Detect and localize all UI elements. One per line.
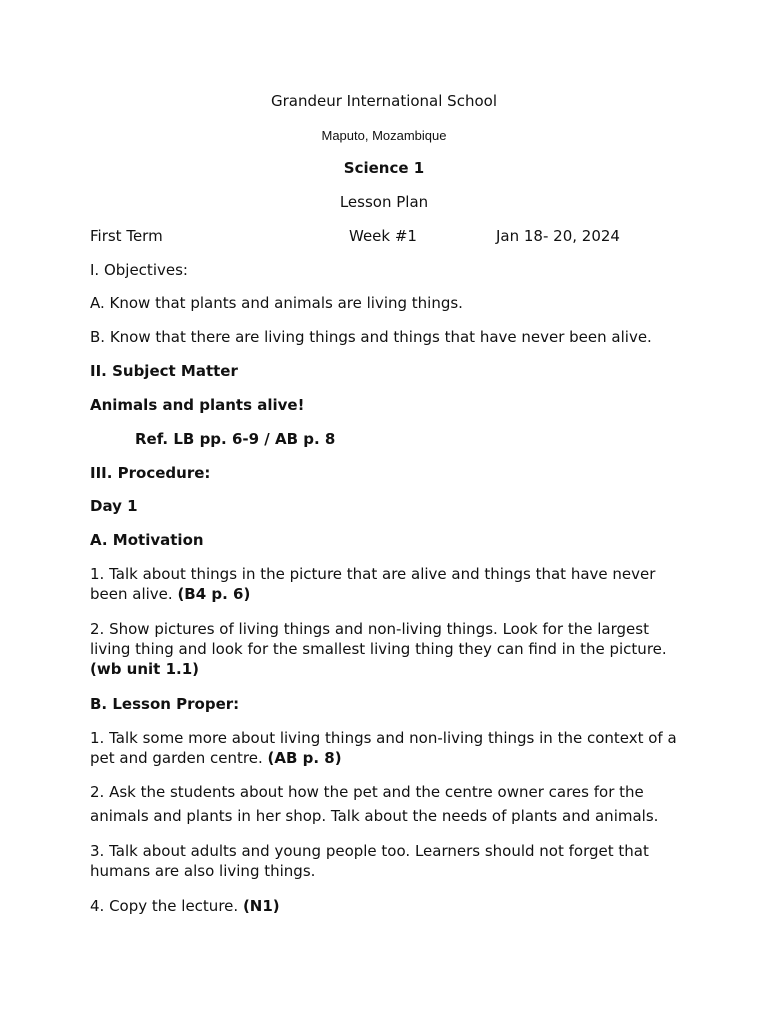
objectives-heading: I. Objectives: [90, 261, 188, 279]
motivation-item-1-text: 1. Talk about things in the picture that are alive and things that have never been alive. [90, 565, 656, 603]
motivation-item-2-ref: (wb unit 1.1) [90, 660, 199, 678]
objective-b: B. Know that there are living things and things that have never been alive. [90, 328, 652, 346]
subject-matter-heading: II. Subject Matter [90, 362, 238, 380]
objective-a: A. Know that plants and animals are living things. [90, 294, 463, 312]
term-label: First Term [90, 227, 163, 245]
lesson-item-1 [90, 728, 680, 768]
motivation-item-1 [90, 564, 680, 604]
lesson-item-2-line-2: animals and plants in her shop. Talk about the needs of plants and animals. [90, 807, 659, 825]
school-location: Maputo, Mozambique [321, 128, 447, 143]
procedure-heading: III. Procedure: [90, 464, 211, 482]
motivation-item-2 [90, 619, 680, 679]
motivation-item-2-text: 2. Show pictures of living things and non-living things. Look for the largest living thing and look for the smallest living thing they can find in the picture. [90, 620, 667, 658]
date-range: Jan 18- 20, 2024 [496, 227, 620, 245]
motivation-item-1-ref: (B4 p. 6) [177, 585, 251, 603]
lesson-item-1-ref: (AB p. 8) [267, 749, 342, 767]
lesson-item-4-text: 4. Copy the lecture. [90, 897, 239, 915]
subject-matter-topic: Animals and plants alive! [90, 396, 305, 414]
lesson-item-4 [90, 896, 680, 916]
subject-matter-reference: Ref. LB pp. 6-9 / AB p. 8 [135, 430, 336, 448]
motivation-heading: A. Motivation [90, 531, 204, 549]
subject-title: Science 1 [343, 159, 425, 177]
lesson-item-1-text: 1. Talk some more about living things and non-living things in the context of a pet and garden centre. [90, 729, 677, 767]
lesson-proper-heading: B. Lesson Proper: [90, 695, 240, 713]
week-label: Week #1 [349, 227, 417, 245]
term-row [90, 226, 680, 246]
lesson-item-4-ref: (N1) [242, 897, 280, 915]
lesson-item-3: 3. Talk about adults and young people too. Learners should not forget that humans are also living things. [90, 842, 649, 880]
lesson-item-2-line-1: 2. Ask the students about how the pet and the centre owner cares for the [90, 783, 644, 801]
day-label: Day 1 [90, 497, 138, 515]
document-type: Lesson Plan [339, 193, 429, 211]
school-name: Grandeur International School [271, 92, 497, 110]
